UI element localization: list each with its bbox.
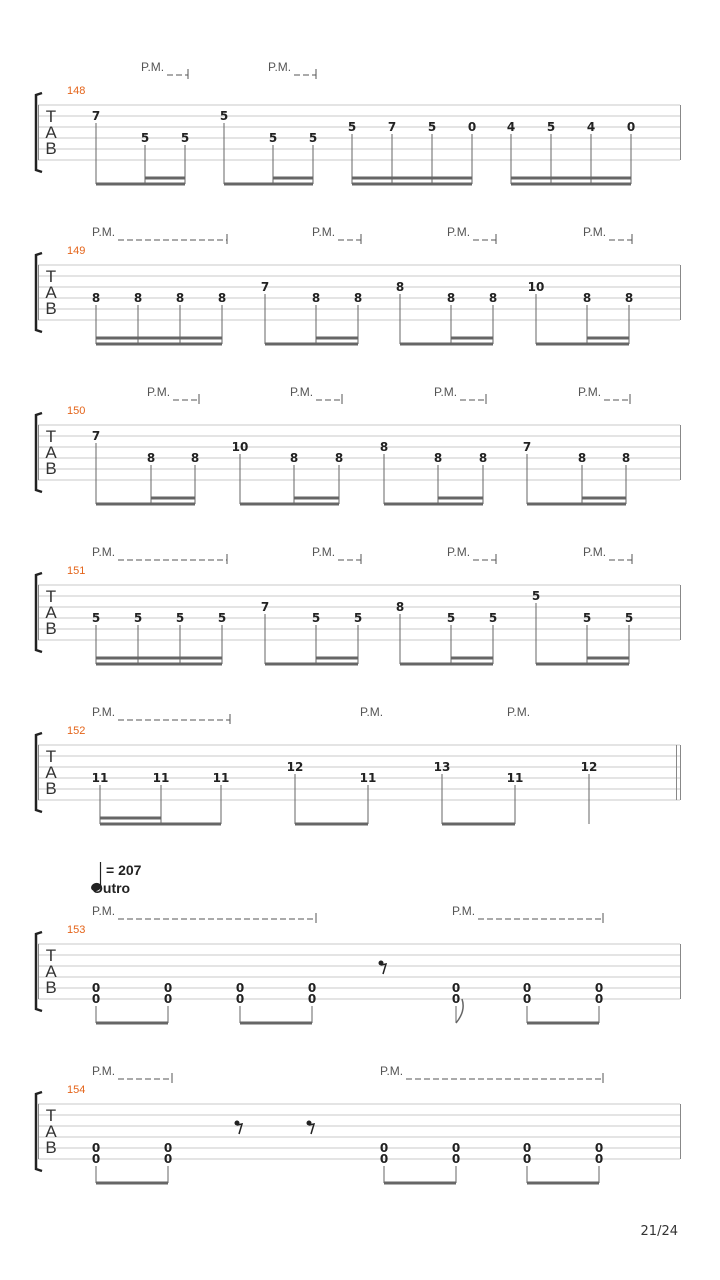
systems-layer bbox=[36, 60, 681, 1183]
fret-number: 8 bbox=[624, 291, 634, 305]
fret-number: 4 bbox=[506, 120, 516, 134]
tab-clef-letter: T bbox=[45, 946, 57, 965]
palm-mute-label: P.M. bbox=[447, 545, 471, 559]
fret-number: 8 bbox=[433, 451, 443, 465]
fret-number: 8 bbox=[289, 451, 299, 465]
tab-system bbox=[36, 904, 681, 1023]
fret-number: 0 bbox=[594, 981, 604, 995]
fret-number: 5 bbox=[268, 131, 278, 145]
tab-clef-letter: A bbox=[45, 123, 57, 142]
fret-number: 8 bbox=[488, 291, 498, 305]
eighth-rest-icon bbox=[379, 961, 387, 975]
fret-number: 0 bbox=[163, 1152, 173, 1166]
eighth-rest-icon bbox=[235, 1121, 243, 1135]
fret-number: 0 bbox=[307, 981, 317, 995]
fret-number: 5 bbox=[624, 611, 634, 625]
fret-number: 0 bbox=[467, 120, 477, 134]
fret-number: 7 bbox=[91, 429, 101, 443]
fret-number: 5 bbox=[180, 131, 190, 145]
fret-number: 8 bbox=[395, 280, 405, 294]
fret-number: 13 bbox=[433, 760, 451, 774]
fret-number: 0 bbox=[235, 981, 245, 995]
fret-number: 8 bbox=[311, 291, 321, 305]
tab-clef-letter: T bbox=[45, 267, 57, 286]
tab-clef-letter: T bbox=[45, 747, 57, 766]
tab-clef-letter: A bbox=[45, 763, 57, 782]
fret-number: 0 bbox=[451, 1152, 461, 1166]
fret-number: 10 bbox=[231, 440, 249, 454]
tempo-value: = 207 bbox=[106, 862, 142, 878]
tab-clef-letter: T bbox=[45, 427, 57, 446]
fret-number: 8 bbox=[582, 291, 592, 305]
fret-number: 0 bbox=[163, 992, 173, 1006]
tab-clef-letter: A bbox=[45, 1122, 57, 1141]
fret-number: 5 bbox=[347, 120, 357, 134]
bar-number: 150 bbox=[67, 405, 86, 417]
fret-number: 0 bbox=[163, 981, 173, 995]
bar-number: 153 bbox=[67, 924, 86, 936]
fret-number: 11 bbox=[506, 771, 524, 785]
fret-number: 0 bbox=[163, 1141, 173, 1155]
bar-number: 149 bbox=[67, 245, 86, 257]
fret-number: 5 bbox=[353, 611, 363, 625]
fret-number: 0 bbox=[594, 1141, 604, 1155]
fret-number: 5 bbox=[446, 611, 456, 625]
fret-number: 5 bbox=[133, 611, 143, 625]
tab-clef-letter: A bbox=[45, 603, 57, 622]
tab-clef-letter: B bbox=[45, 299, 57, 318]
palm-mute-label: P.M. bbox=[452, 904, 476, 918]
tab-system bbox=[36, 1064, 681, 1183]
fret-number: 5 bbox=[140, 131, 150, 145]
bar-number: 148 bbox=[67, 85, 86, 97]
palm-mute-label: P.M. bbox=[92, 705, 116, 719]
palm-mute-label: P.M. bbox=[507, 705, 531, 719]
fret-number: 0 bbox=[235, 992, 245, 1006]
palm-mute-label: P.M. bbox=[380, 1064, 404, 1078]
tab-clef-letter: B bbox=[45, 619, 57, 638]
fret-number: 11 bbox=[91, 771, 109, 785]
fret-number: 8 bbox=[146, 451, 156, 465]
fret-number: 0 bbox=[451, 981, 461, 995]
palm-mute-label: P.M. bbox=[290, 385, 314, 399]
fret-number: 7 bbox=[522, 440, 532, 454]
tab-clef-letter: B bbox=[45, 459, 57, 478]
fret-number: 8 bbox=[478, 451, 488, 465]
fret-number: 8 bbox=[175, 291, 185, 305]
fret-number: 0 bbox=[379, 1152, 389, 1166]
tab-clef-letter: B bbox=[45, 978, 57, 997]
fret-number: 0 bbox=[91, 1152, 101, 1166]
palm-mute-label: P.M. bbox=[92, 904, 116, 918]
eighth-rest-icon bbox=[307, 1121, 315, 1135]
fret-number: 5 bbox=[427, 120, 437, 134]
fret-number: 5 bbox=[217, 611, 227, 625]
tab-clef-letter: B bbox=[45, 139, 57, 158]
palm-mute-label: P.M. bbox=[141, 60, 165, 74]
fret-number: 5 bbox=[488, 611, 498, 625]
palm-mute-label: P.M. bbox=[578, 385, 602, 399]
fret-number: 8 bbox=[334, 451, 344, 465]
fret-number: 12 bbox=[580, 760, 598, 774]
fret-number: 0 bbox=[451, 992, 461, 1006]
fret-number: 5 bbox=[175, 611, 185, 625]
fret-number: 8 bbox=[395, 600, 405, 614]
tab-system bbox=[36, 705, 681, 824]
bar-number: 154 bbox=[67, 1084, 86, 1096]
page-number: 21/24 bbox=[640, 1224, 678, 1239]
palm-mute-label: P.M. bbox=[360, 705, 384, 719]
palm-mute-label: P.M. bbox=[92, 225, 116, 239]
fret-number: 5 bbox=[546, 120, 556, 134]
fret-number: 0 bbox=[91, 1141, 101, 1155]
fret-number: 8 bbox=[621, 451, 631, 465]
palm-mute-label: P.M. bbox=[312, 225, 336, 239]
fret-number: 0 bbox=[451, 1141, 461, 1155]
fret-number: 0 bbox=[91, 992, 101, 1006]
palm-mute-label: P.M. bbox=[583, 225, 607, 239]
fret-number: 8 bbox=[91, 291, 101, 305]
fret-number: 8 bbox=[353, 291, 363, 305]
fret-number: 5 bbox=[582, 611, 592, 625]
palm-mute-label: P.M. bbox=[583, 545, 607, 559]
fret-number: 5 bbox=[531, 589, 541, 603]
fret-number: 5 bbox=[311, 611, 321, 625]
fret-number: 11 bbox=[152, 771, 170, 785]
tab-clef-letter: T bbox=[45, 107, 57, 126]
palm-mute-label: P.M. bbox=[447, 225, 471, 239]
bar-number: 152 bbox=[67, 725, 86, 737]
tab-clef-letter: A bbox=[45, 962, 57, 981]
section-label: Outro bbox=[92, 880, 131, 896]
tab-clef-letter: B bbox=[45, 779, 57, 798]
palm-mute-label: P.M. bbox=[147, 385, 171, 399]
fret-number: 0 bbox=[307, 992, 317, 1006]
fret-number: 8 bbox=[379, 440, 389, 454]
tab-system bbox=[36, 545, 681, 664]
fret-number: 0 bbox=[522, 1152, 532, 1166]
fret-number: 12 bbox=[286, 760, 304, 774]
palm-mute-label: P.M. bbox=[268, 60, 292, 74]
tab-clef-letter: B bbox=[45, 1138, 57, 1157]
fret-number: 0 bbox=[594, 992, 604, 1006]
tab-clef-letter: T bbox=[45, 587, 57, 606]
fret-number: 10 bbox=[527, 280, 545, 294]
fret-number: 8 bbox=[133, 291, 143, 305]
fret-number: 8 bbox=[217, 291, 227, 305]
fret-number: 8 bbox=[190, 451, 200, 465]
fret-number: 5 bbox=[219, 109, 229, 123]
fret-number: 0 bbox=[522, 981, 532, 995]
tab-clef-letter: A bbox=[45, 283, 57, 302]
fret-number: 7 bbox=[387, 120, 397, 134]
tab-system bbox=[36, 225, 681, 344]
fret-number: 0 bbox=[91, 981, 101, 995]
fret-number: 4 bbox=[586, 120, 596, 134]
bar-number: 151 bbox=[67, 565, 86, 577]
fret-number: 7 bbox=[260, 280, 270, 294]
fret-number: 0 bbox=[522, 992, 532, 1006]
fret-number: 8 bbox=[577, 451, 587, 465]
palm-mute-label: P.M. bbox=[434, 385, 458, 399]
tab-system bbox=[36, 385, 681, 504]
fret-number: 0 bbox=[594, 1152, 604, 1166]
fret-number: 0 bbox=[379, 1141, 389, 1155]
palm-mute-label: P.M. bbox=[92, 1064, 116, 1078]
fret-number: 0 bbox=[522, 1141, 532, 1155]
palm-mute-label: P.M. bbox=[92, 545, 116, 559]
tab-clef-letter: A bbox=[45, 443, 57, 462]
fret-number: 11 bbox=[359, 771, 377, 785]
fret-number: 8 bbox=[446, 291, 456, 305]
fret-number: 7 bbox=[91, 109, 101, 123]
fret-number: 7 bbox=[260, 600, 270, 614]
fret-number: 11 bbox=[212, 771, 230, 785]
fret-number: 5 bbox=[91, 611, 101, 625]
fret-number: 5 bbox=[308, 131, 318, 145]
palm-mute-label: P.M. bbox=[312, 545, 336, 559]
tab-clef-letter: T bbox=[45, 1106, 57, 1125]
tab-system bbox=[36, 60, 681, 184]
fret-number: 0 bbox=[626, 120, 636, 134]
